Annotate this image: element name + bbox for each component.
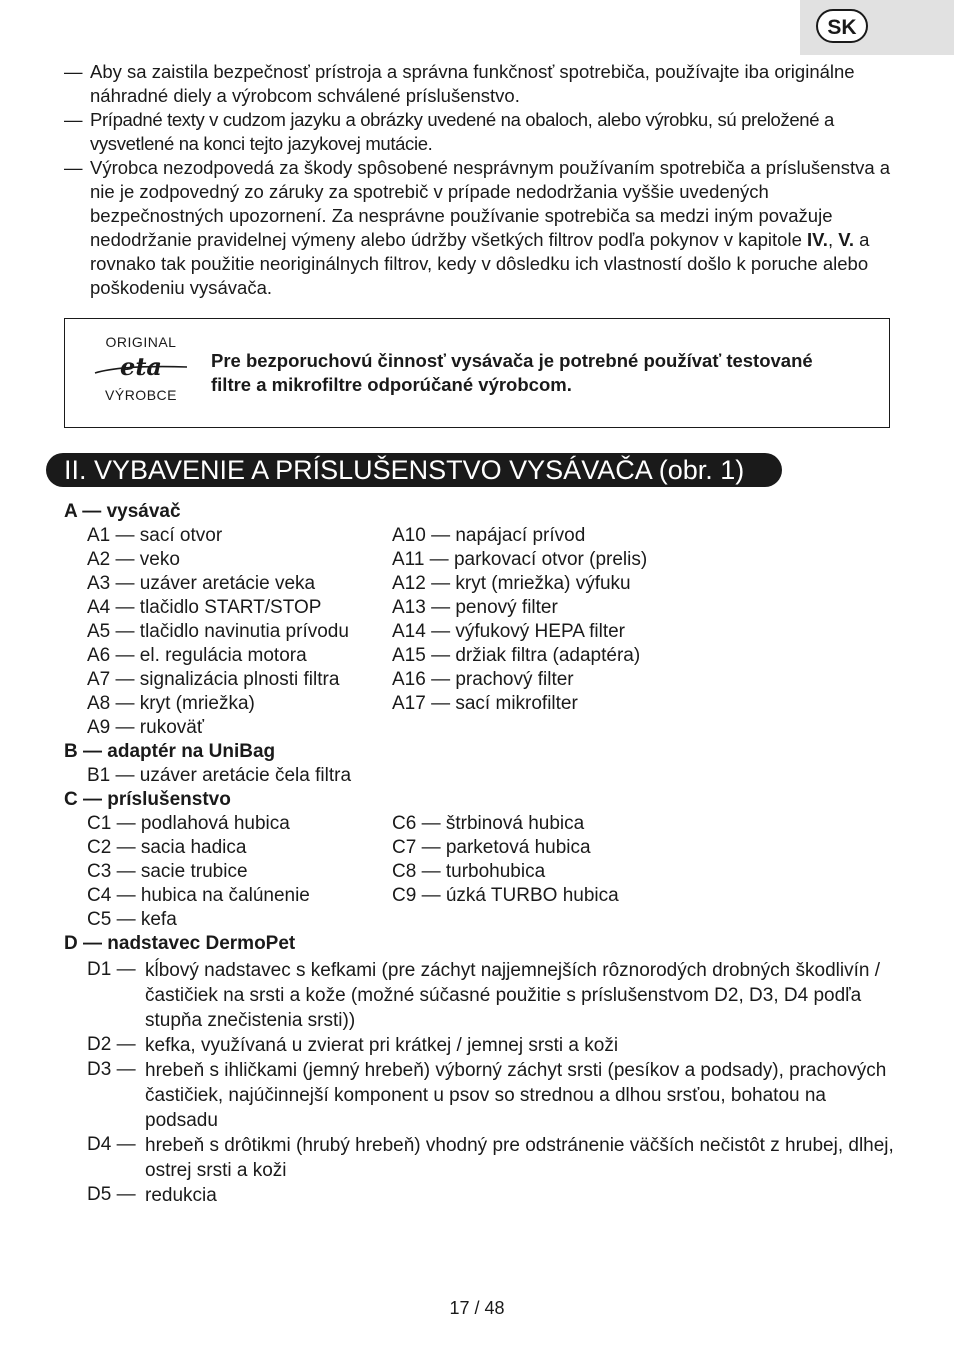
group-c-left [64,812,392,932]
note-item [64,156,899,300]
eta-logo-icon [91,351,191,381]
list-item: A3 — uzáver aretácie veka [87,573,316,594]
list-item [64,1033,904,1058]
list-item: A11 — parkovací otvor (prelis) [392,549,648,570]
list-item: A6 — el. regulácia motora [87,645,307,666]
group-heading-d: D — nadstavec DermoPet [64,933,296,954]
item-code: D2 — [87,1034,136,1055]
section-heading [46,453,782,487]
list-item: C6 — štrbinová hubica [392,813,585,834]
group-a-right [392,524,904,740]
list-item: A7 — signalizácia plnosti filtra [87,669,340,690]
item-desc: hrebeň s drôtikmi (hrubý hrebeň) vhodný pre odstránenie väčších nečistôt z hrubej, dlhej, ostrej srsti a koži [145,1135,894,1181]
language-tab [800,0,954,55]
group-heading-c: C — príslušenstvo [64,789,231,810]
item-code: D4 — [87,1134,136,1155]
list-item: A17 — sací mikrofilter [392,693,578,714]
original-filters-notice [64,318,890,428]
list-item: A4 — tlačidlo START/STOP [87,597,322,618]
note-text [90,156,899,300]
page-number: 17 / 48 [449,1298,505,1318]
note-text: Aby sa zaistila bezpečnosť prístroja a správna funkčnosť spotrebiča, používajte iba originálne náhradné diely a výrobcom schválené príslušenstvo. [90,61,855,106]
language-badge: SK [816,9,868,43]
list-item: A15 — držiak filtra (adaptéra) [392,645,641,666]
item-code: D3 — [87,1059,136,1080]
group-b-columns [64,764,904,788]
list-item: A1 — sací otvor [87,525,223,546]
list-item: C5 — kefa [87,909,177,930]
list-item: A13 — penový filter [392,597,558,618]
safety-notes [64,60,899,300]
item-desc: hrebeň s ihličkami (jemný hrebeň) výborný záchyt srsti (pesíkov a podsady), prachových častičiek, najúčinnejší komponent u psov so strednou a dlhou srsťou, bohatou na podsadu [145,1060,887,1131]
logo-mark-text: eta [120,352,162,381]
note-text: Prípadné texty v cudzom jazyku a obrázky uvedené na obaloch, alebo výrobku, sú preložené a vysvetlené na konci tejto jazykovej mutácie. [90,109,834,154]
list-item: A8 — kryt (mriežka) [87,693,255,714]
list-item [64,1183,904,1208]
list-item: A2 — veko [87,549,180,570]
group-heading-a: A — vysávač [64,501,181,522]
note-dash: — [64,109,83,130]
group-a-left [64,524,392,740]
list-item: B1 — uzáver aretácie čela filtra [87,765,352,786]
item-desc: redukcia [145,1185,217,1206]
eta-original-logo [91,333,191,404]
item-code: D5 — [87,1184,136,1205]
list-item: A5 — tlačidlo navinutia prívodu [87,621,349,642]
logo-top-text: ORIGINAL [105,334,177,350]
group-c-right [392,812,904,932]
list-item: C4 — hubica na čalúnenie [87,885,310,906]
list-item: C2 — sacia hadica [87,837,247,858]
equipment-list [64,500,904,1208]
item-code: D1 — [87,959,136,980]
logo-bottom-text: VÝROBCE [105,387,177,403]
group-heading-b: B — adaptér na UniBag [64,741,276,762]
list-item: C7 — parketová hubica [392,837,591,858]
item-desc: kĺbový nadstavec s kefkami (pre záchyt najjemnejších rôznorodých drobných škodlivín / častičiek na srsti a kože (možné súčasné použitie s príslušenstvom D2, D3, D4 podľa stupňa znečistenia srsti)) [145,960,881,1031]
list-item: A12 — kryt (mriežka) výfuku [392,573,631,594]
group-a-columns [64,524,904,740]
group-c-columns [64,812,904,932]
note-text-sep: , [827,229,839,250]
list-item [64,1058,904,1133]
list-item: A14 — výfukový HEPA filter [392,621,626,642]
list-item [64,958,904,1033]
list-item [64,1133,904,1183]
group-b-left [64,764,392,788]
notice-text: Pre bezporuchovú činnosť vysávača je potrebné používať testované filtre a mikrofiltre odporúčané výrobcom. [211,350,813,395]
note-text-part: a rovnako tak použitie neoriginálnych filtrov, kedy v dôsledku ich vlastností došlo k poruche alebo poškodeniu vysávača. [90,229,870,298]
note-item [64,108,899,156]
note-item [64,60,899,108]
list-item: C3 — sacie trubice [87,861,248,882]
list-item: C8 — turbohubica [392,861,546,882]
list-item: C9 — úzká TURBO hubica [392,885,619,906]
list-item: A9 — rukoväť [87,717,204,738]
list-item: A10 — napájací prívod [392,525,586,546]
item-desc: kefka, využívaná u zvierat pri krátkej / jemnej srsti a koži [145,1035,619,1056]
list-item: C1 — podlahová hubica [87,813,290,834]
note-dash: — [64,157,83,178]
chapter-ref: IV. [807,229,828,250]
note-text-part: Výrobca nezodpovedá za škody spôsobené nesprávnym používaním spotrebiča a príslušenstva a nie je zodpovedný zo záruky za spotrebič v prípade nedodržania vyššie uvedených bezpečnostných upozornení. Za nesprávne používanie spotrebiča sa medzi iným považuje nedodržanie pravidelnej výmeny alebo údržby všetkých filtrov podľa pokynov v kapitole [90,157,891,250]
list-item: A16 — prachový filter [392,669,574,690]
chapter-ref: V. [838,229,854,250]
section-title: II. VYBAVENIE A PRÍSLUŠENSTVO VYSÁVAČA (obr. 1) [64,455,745,485]
note-dash: — [64,61,83,82]
